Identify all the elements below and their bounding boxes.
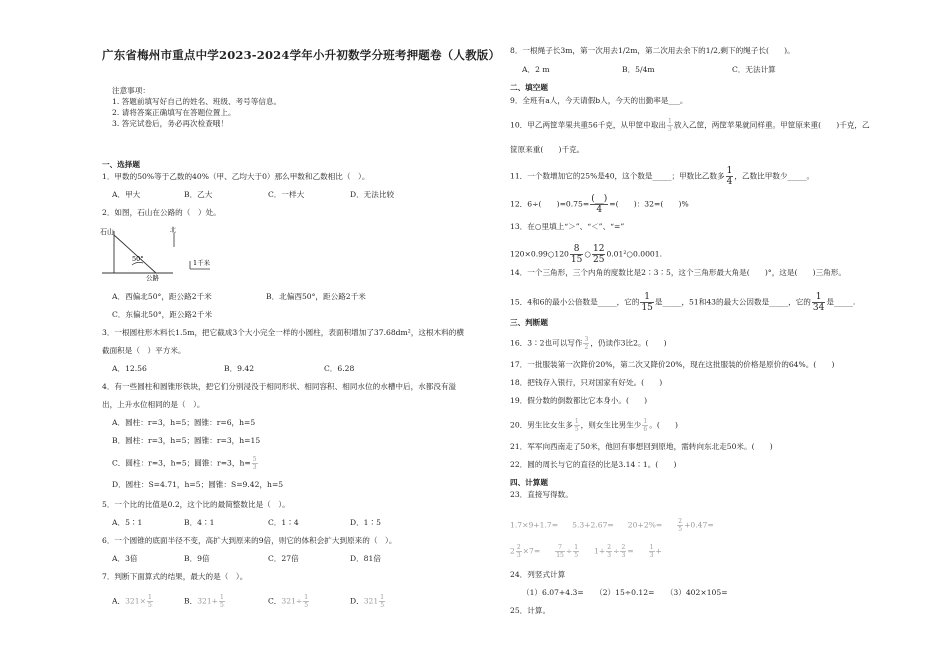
notice-heading: 注意事项： — [112, 86, 150, 95]
question-22: 22．圆的周长与它的直径的比是3.14∶1。( ) — [510, 460, 677, 469]
question-4-stem: 4．有一些圆柱和圆锥形铁块，把它们分别浸没于相同形状、相同容积、相同水位的水槽中后，水都没有溢 — [102, 382, 457, 391]
road-label: 公路 — [146, 274, 159, 281]
question-11: 11．一个数增加它的25%是40，这个数是_____；甲数比乙数多 $\frac{1}{4}$ ，乙数比甲数少_____。 — [510, 166, 815, 187]
question-13-stem: 13．在○里填上“＞”、“＜”、“=” — [510, 222, 625, 231]
notice-item: 3. 答完试卷后，务必再次检查哦！ — [112, 119, 228, 128]
question-7-stem: 7．判断下面算式的结果，最大的是（ ）。 — [102, 572, 248, 581]
option-a[interactable]: A．3倍 — [112, 554, 138, 563]
notice-item: 1. 答题前填写好自己的姓名、班级、考号等信息。 — [112, 97, 282, 106]
question-9: 9．全班有a人，今天请假b人，今天的出勤率是___。 — [510, 96, 688, 105]
notice-item: 2. 请将答案正确填写在答题位置上。 — [112, 108, 236, 117]
north-label: 北 — [170, 227, 177, 234]
question-10: 10．甲乙两筐苹果共重56千克，从甲筐中取出 $\frac{1}{3}$ 放入乙筐，两筐苹果就同样重。甲筐原来重( )千克，乙 — [510, 118, 870, 133]
option-a[interactable]: A．甲大 — [112, 190, 141, 199]
option-d[interactable]: D．无法比较 — [350, 190, 395, 199]
option-b[interactable]: B．4∶1 — [184, 518, 215, 527]
question-16: 16．3∶2也可以写作 $\frac{3}{2}$ ，仍读作3比2。( ) — [510, 336, 667, 351]
option-b[interactable]: B．圆柱：r=3，h=5；圆锥：r=3，h=15 — [112, 436, 261, 445]
option-c-text: C．圆柱：r=3，h=5；圆锥：r=3，h= — [112, 458, 251, 468]
option-c[interactable]: C．27倍 — [268, 554, 299, 563]
option-a[interactable]: A．2 m — [522, 65, 550, 74]
option-d[interactable]: D．圆柱：S=4.71，h=5；圆锥：S=9.42，h=5 — [112, 480, 284, 489]
section-heading-choice: 一、选择题 — [102, 160, 140, 169]
question-24-items: （1）6.07+4.3= （2）15÷0.12= （3）402×105= — [522, 588, 728, 597]
question-10-cont: 筐原来重( )千克。 — [510, 145, 585, 154]
question-18: 18．把钱存入银行，只对国家有好处。( ) — [510, 378, 663, 387]
option-d[interactable]: D．1∶5 — [350, 518, 381, 527]
option-c[interactable]: C．1∶4 — [268, 518, 299, 527]
option-d[interactable]: D．321 $\frac{1}{5}$ — [350, 594, 385, 609]
question-4-stem-cont: 出，上升水位相同的是（ ）。 — [102, 400, 205, 409]
question-12: 12．6÷( )=0.75= $\frac{(\_\_)}{4}$ =( )：32=( )% — [510, 194, 689, 215]
question-24-stem: 24．列竖式计算 — [510, 570, 566, 579]
option-d[interactable]: D．81倍 — [350, 554, 381, 563]
option-c[interactable]: C．无法计算 — [732, 65, 776, 74]
calc-row-2: 2 $\frac{2}{3}$ ×7= $\frac{7}{15}$ ÷ $\frac{1}{5}$ 1+ $\frac{2}{3}$ ÷ $\frac{2}{3}$ = $\frac{1}{3}$ + — [510, 544, 662, 559]
slope-line — [114, 235, 156, 273]
section-heading-judge: 三、判断题 — [510, 318, 548, 327]
option-c[interactable]: C．321÷ $\frac{1}{5}$ — [268, 594, 309, 609]
section-heading-fill: 二、填空题 — [510, 83, 548, 92]
option-c[interactable]: C．6.28 — [324, 364, 355, 373]
scale-label: 1千米 — [193, 259, 211, 267]
option-b[interactable]: B．321+ $\frac{1}{5}$ — [184, 594, 224, 609]
question-13-items: 120×0.99○120 $\frac{8}{15}$ ○ $\frac{12}{25}$ 0.01²○0.0001. — [510, 244, 663, 265]
option-c[interactable]: C．东偏北50°，距公路2千米 — [112, 310, 213, 319]
option-a[interactable]: A．12.56 — [112, 364, 147, 373]
question-15: 15．4和6的最小公倍数是_____，它的 $\frac{1}{15}$ 是_____，51和43的最大公因数是_____，它的 $\frac{1}{34}$ 是_____. — [510, 292, 856, 313]
question-17: 17．一批服装第一次降价20%，第二次又降价20%，现在这批服装的价格是原价的64%。( ) — [510, 360, 835, 369]
option-c[interactable] — [112, 456, 259, 471]
question-3-stem: 3．一根圆柱形木料长1.5m，把它截成3个大小完全一样的小圆柱，表面积增加了37.68dm²，这根木料的横 — [102, 328, 464, 337]
question-23-stem: 23．直接写得数。 — [510, 490, 573, 499]
option-b[interactable]: B．9.42 — [224, 364, 255, 373]
question-1-stem: 1．甲数的50%等于乙数的40%（甲、乙均大于0）那么甲数和乙数相比（ ）。 — [102, 172, 370, 181]
question-14: 14．一个三角形，三个内角的度数比是2∶3∶5，这个三角形最大角是( )°，这是( )三角形。 — [510, 268, 846, 277]
question-20: 20．男生比女生多 $\frac{1}{5}$ ，则女生比男生少 $\frac{1}{6}$ 。( ) — [510, 418, 678, 433]
fraction: $\frac{5}{3}$ — [252, 456, 257, 471]
page-title: 广东省梅州市重点中学2023-2024学年小升初数学分班考押题卷（人教版） — [102, 48, 501, 62]
angle-label: 50° — [132, 255, 144, 263]
option-a[interactable]: A．5∶1 — [112, 518, 143, 527]
calc-row-1: 1.7×9+1.7= 5.3+2.67= 20+2%= $\frac{2}{5}$ +0.47= — [510, 518, 714, 533]
option-a[interactable]: A．西偏北50°，距公路2千米 — [112, 292, 212, 301]
option-a[interactable]: A．321× $\frac{1}{5}$ — [112, 594, 152, 609]
question-5-stem: 5．一个比的比值是0.2，这个比的最简整数比是（ ）。 — [102, 500, 290, 509]
option-b[interactable]: B．9倍 — [184, 554, 210, 563]
option-b[interactable]: B．5/4m — [622, 65, 655, 74]
question-8-stem: 8．一根绳子长3m，第一次用去1/2m，第二次用去余下的1/2,剩下的绳子长( )。 — [510, 46, 795, 55]
option-a[interactable]: A．圆柱：r=3，h=5；圆锥：r=6，h=5 — [112, 418, 256, 427]
direction-figure — [98, 225, 238, 281]
option-b[interactable]: B．乙大 — [184, 190, 213, 199]
question-2-stem: 2．如图，石山在公路的（ ）处。 — [102, 208, 221, 217]
option-c[interactable]: C．一样大 — [268, 190, 305, 199]
question-21: 21．军军向西南走了50米，他回有事想回到原地，需转向东北走50米。( ) — [510, 442, 773, 451]
question-19: 19．假分数的倒数都比它本身小。( ) — [510, 396, 648, 405]
question-25: 25．计算。 — [510, 606, 551, 615]
question-3-stem-cont: 截面积是（ ）平方米。 — [102, 346, 186, 355]
shishan-label: 石山 — [100, 228, 114, 236]
option-b[interactable]: B．北偏西50°，距公路2千米 — [266, 292, 366, 301]
section-heading-calc: 四、计算题 — [510, 478, 548, 487]
question-6-stem: 6．一个圆锥的底面半径不变，高扩大到原来的9倍，则它的体积会扩大到原来的（ ）。 — [102, 536, 397, 545]
